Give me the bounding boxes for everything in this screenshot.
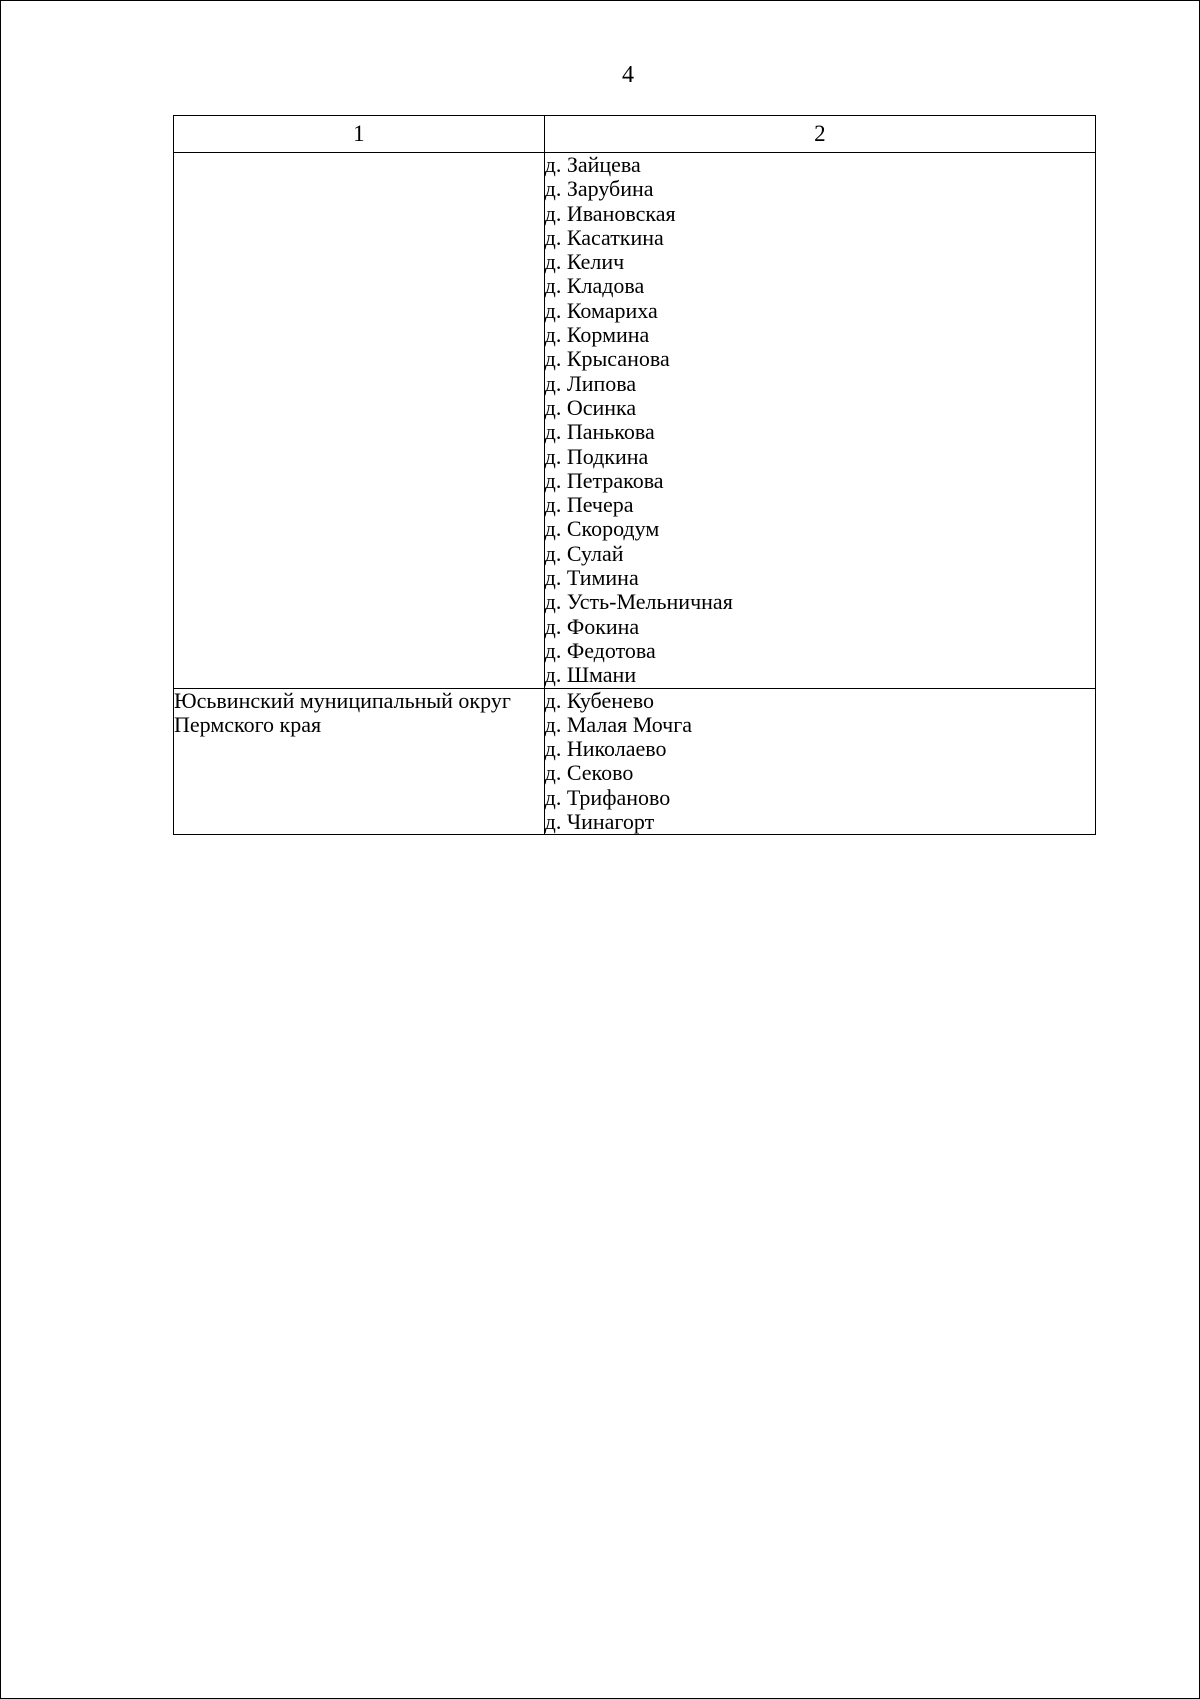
settlement-item: д. Касаткина (544, 224, 664, 250)
settlement-item: д. Печера (544, 492, 634, 518)
page-number: 4 (622, 62, 634, 88)
settlement-item: д. Тимина (544, 565, 639, 591)
settlement-item: д. Подкина (544, 443, 649, 469)
settlements-cell (544, 153, 1095, 689)
settlement-item: д. Ивановская (544, 200, 676, 226)
settlement-item: д. Панькова (544, 419, 655, 445)
settlement-item: д. Федотова (544, 637, 656, 663)
settlement-item: д. Секово (544, 760, 634, 786)
table-body (174, 153, 1096, 835)
settlement-item: д. Петракова (544, 467, 664, 493)
settlement-item: д. Малая Мочга (544, 711, 692, 737)
settlement-item: д. Фокина (544, 613, 640, 639)
column-header-1: 1 (174, 116, 545, 153)
settlement-item: д. Сулай (544, 540, 624, 566)
settlement-item: д. Комариха (544, 297, 658, 323)
settlement-item: д. Кладова (544, 273, 645, 299)
settlement-item: д. Трифаново (544, 784, 671, 810)
settlements-table (173, 115, 1096, 835)
table-row (174, 688, 1096, 835)
settlement-item: д. Келич (544, 249, 625, 275)
settlement-item: д. Николаево (544, 736, 667, 762)
municipality-cell (174, 153, 545, 689)
settlements-cell (544, 688, 1095, 835)
column-header-2: 2 (544, 116, 1095, 153)
settlement-item: д. Скородум (544, 516, 660, 542)
settlement-item: д. Зайцева (544, 152, 641, 177)
settlement-item: д. Чинагорт (544, 809, 655, 835)
table-row (174, 153, 1096, 689)
settlement-item: д. Зарубина (544, 176, 654, 202)
settlement-item: д. Кубенево (544, 687, 654, 713)
settlement-item: д. Липова (544, 370, 637, 396)
settlement-item: д. Усть-Мельничная (544, 589, 733, 615)
settlement-item: д. Осинка (544, 394, 637, 420)
municipality-cell: Юсьвинский муниципальный округ Пермского края (174, 688, 545, 835)
settlement-item: д. Кормина (544, 322, 650, 348)
settlement-item: д. Шмани (544, 662, 637, 688)
table-header-row (174, 116, 1096, 153)
settlement-item: д. Крысанова (544, 346, 670, 372)
